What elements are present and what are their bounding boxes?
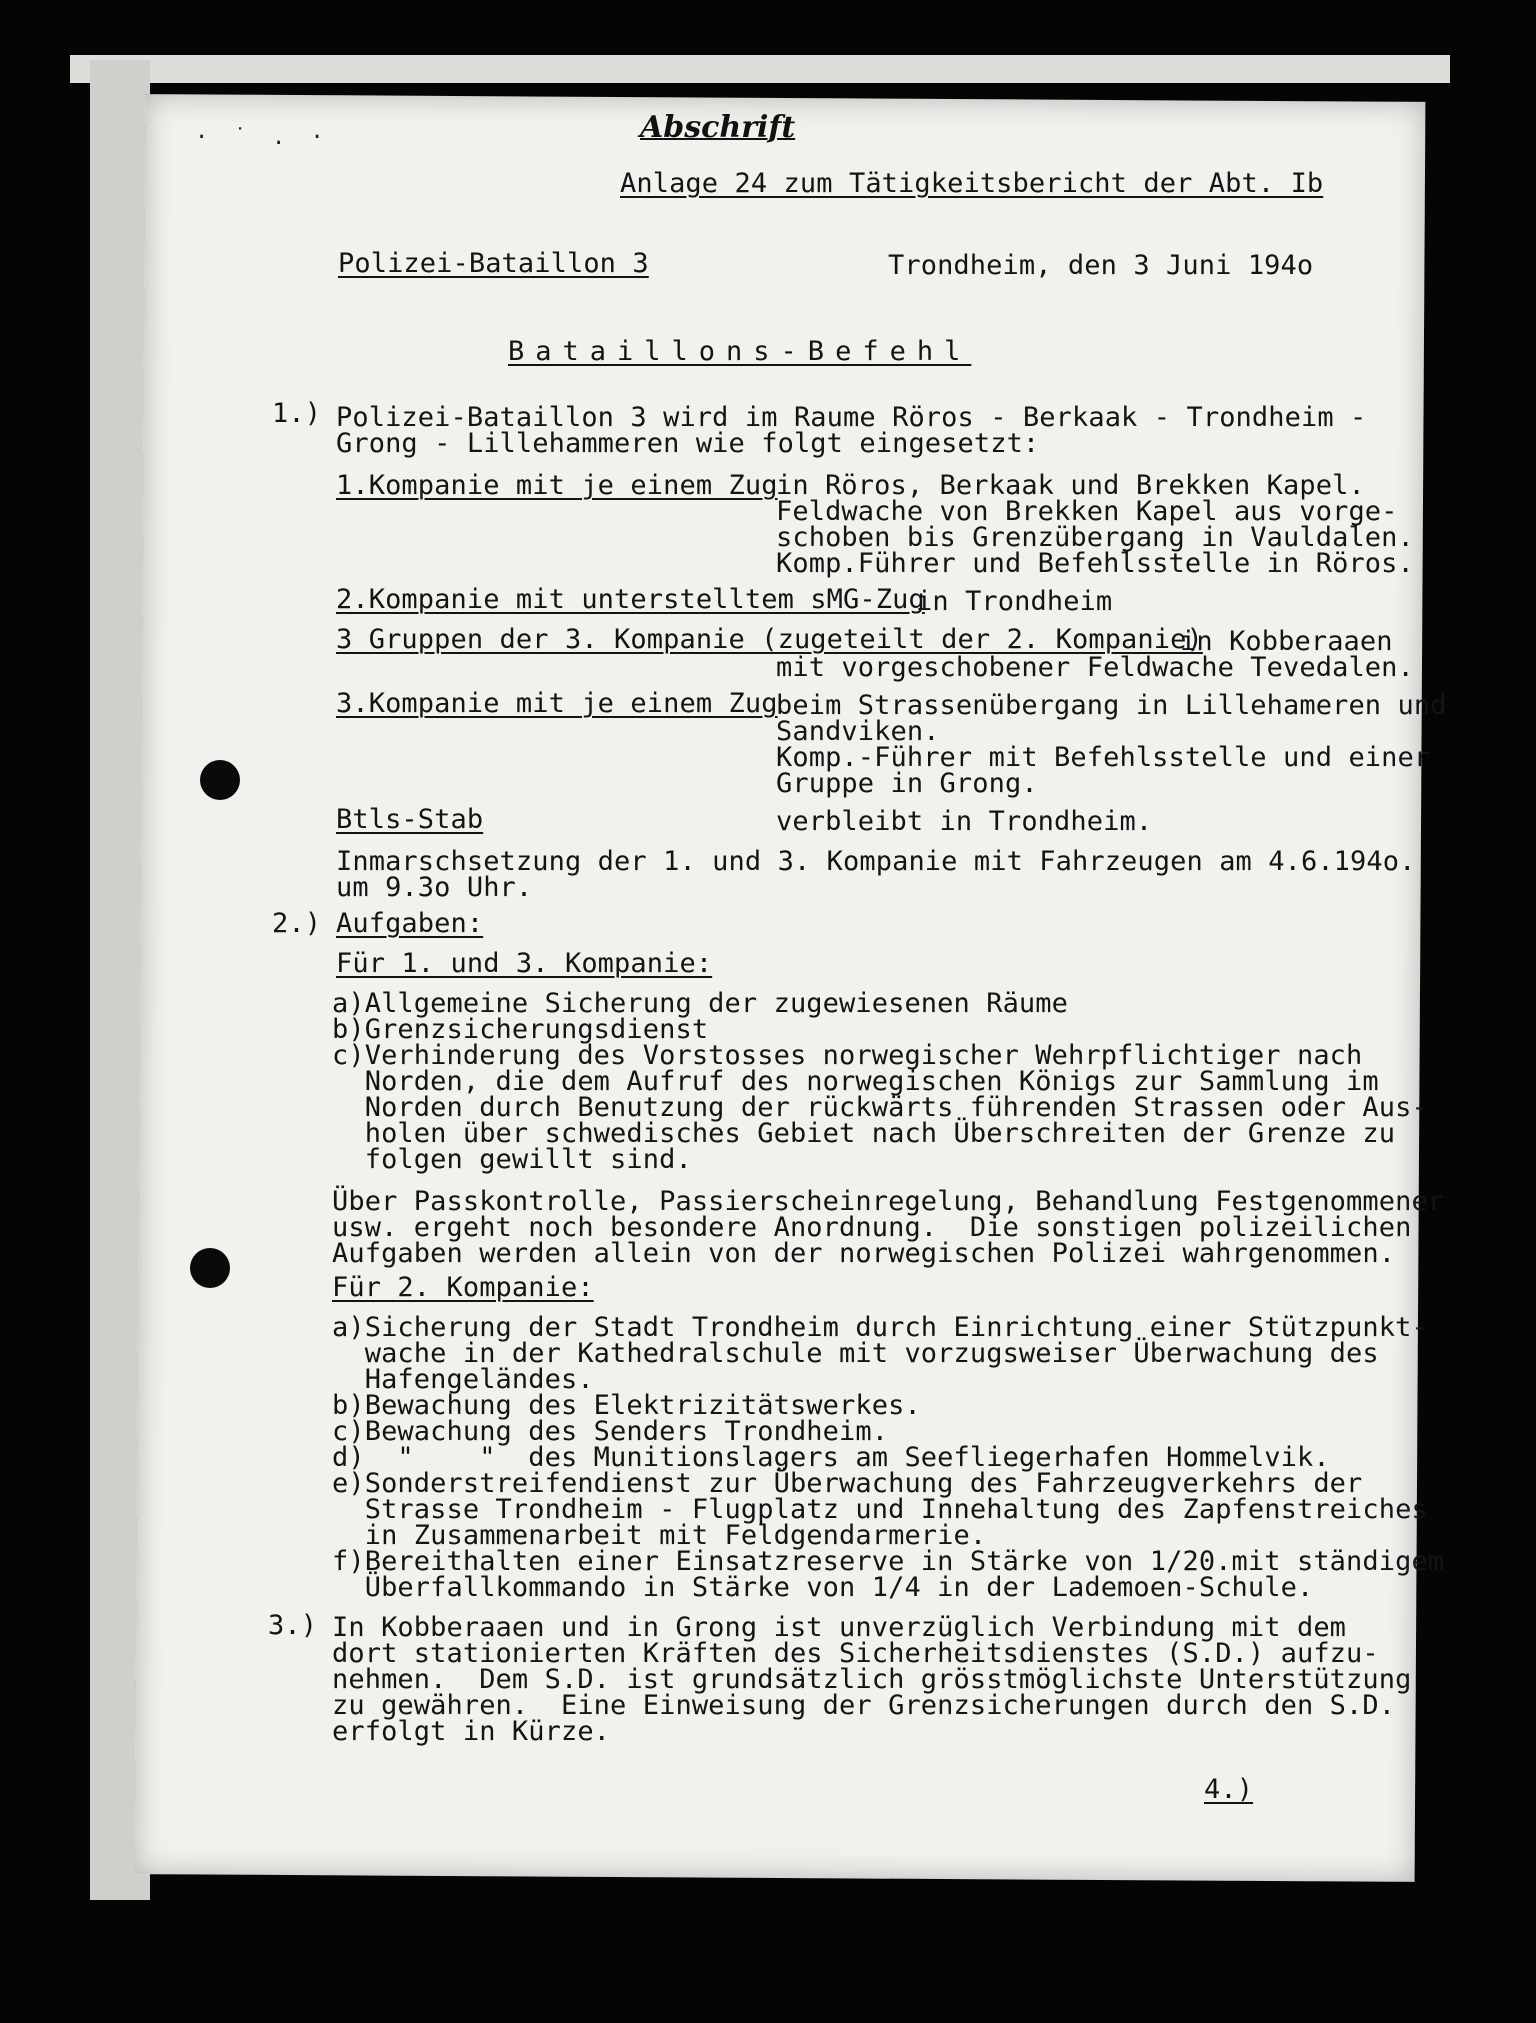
kompanie-text: beim Strassenübergang in Lillehameren und xyxy=(776,690,1447,721)
section3-line: nehmen. Dem S.D. ist grundsätzlich grösstmöglichste Unterstützung xyxy=(332,1664,1412,1695)
unit-name: Polizei-Bataillon 3 xyxy=(338,248,649,279)
subsection-heading: Für 2. Kompanie: xyxy=(332,1272,594,1303)
kompanie-text: Gruppe in Grong. xyxy=(776,768,1038,799)
section3-line: erfolgt in Kürze. xyxy=(332,1716,611,1747)
paper-edge xyxy=(70,55,1450,83)
march-line: Inmarschsetzung der 1. und 3. Kompanie mit Fahrzeugen am 4.6.194o. xyxy=(336,846,1416,877)
place-date: Trondheim, den 3 Juni 194o xyxy=(888,250,1314,281)
paragraph-line: Über Passkontrolle, Passierscheinregelung, Behandlung Festgenommener xyxy=(332,1186,1445,1217)
section-number: 2.) xyxy=(272,908,322,939)
kompanie-text: in Kobberaaen xyxy=(1180,626,1393,657)
section-number: 3.) xyxy=(268,1610,318,1641)
list-item: a)Allgemeine Sicherung der zugewiesenen Räume xyxy=(332,988,1068,1019)
punch-hole xyxy=(190,1248,230,1288)
section-number: 1.) xyxy=(272,398,322,429)
subsection-heading: Für 1. und 3. Kompanie: xyxy=(336,948,713,979)
kompanie-label: 3 Gruppen der 3. Kompanie (zugeteilt der 2. Kompanie) xyxy=(336,624,1203,655)
paragraph-line: usw. ergeht noch besondere Anordnung. Die sonstigen polizeilichen xyxy=(332,1212,1412,1243)
section-heading: Aufgaben: xyxy=(336,908,484,939)
kompanie-text: Feldwache von Brekken Kapel aus vorge- xyxy=(776,496,1398,527)
list-item: Überfallkommando in Stärke von 1/4 in der Lademoen-Schule. xyxy=(332,1572,1314,1603)
abschrift-stamp: Abschrift xyxy=(640,110,796,145)
section1-line: Grong - Lillehammeren wie folgt eingesetzt: xyxy=(336,428,1040,459)
section3-line: dort stationierten Kräften des Sicherheitsdienstes (S.D.) aufzu- xyxy=(332,1638,1379,1669)
list-item: b)Grenzsicherungsdienst xyxy=(332,1014,709,1045)
next-page-marker: 4.) xyxy=(1204,1774,1254,1805)
paragraph-line: Aufgaben werden allein von der norwegischen Polizei wahrgenommen. xyxy=(332,1238,1396,1269)
list-item: c)Verhinderung des Vorstosses norwegischer Wehrpflichtiger nach xyxy=(332,1040,1363,1071)
kompanie-text: in Trondheim xyxy=(916,586,1113,617)
section1-line: Polizei-Bataillon 3 wird im Raume Röros - Berkaak - Trondheim - xyxy=(336,402,1367,433)
list-item: Norden, die dem Aufruf des norwegischen Königs zur Sammlung im xyxy=(332,1066,1379,1097)
list-item: Norden durch Benutzung der rückwärts führenden Strassen oder Aus- xyxy=(332,1092,1428,1123)
list-item: c)Bewachung des Senders Trondheim. xyxy=(332,1416,889,1447)
list-item: f)Bereithalten einer Einsatzreserve in Stärke von 1/20.mit ständigem xyxy=(332,1546,1445,1577)
kompanie-label: 1.Kompanie mit je einem Zug xyxy=(336,470,778,501)
kompanie-label: 2.Kompanie mit unterstelltem sMG-Zug xyxy=(336,584,925,615)
section3-line: In Kobberaaen und in Grong ist unverzüglich Verbindung mit dem xyxy=(332,1612,1347,1643)
kompanie-text: Sandviken. xyxy=(776,716,940,747)
kompanie-label: 3.Kompanie mit je einem Zug xyxy=(336,688,778,719)
list-item: Hafengeländes. xyxy=(332,1364,594,1395)
kompanie-text: Komp.Führer und Befehlsstelle in Röros. xyxy=(776,548,1414,579)
punch-hole xyxy=(200,760,240,800)
list-item: in Zusammenarbeit mit Feldgendarmerie. xyxy=(332,1520,987,1551)
march-line: um 9.3o Uhr. xyxy=(336,872,533,903)
stab-text: verbleibt in Trondheim. xyxy=(776,806,1153,837)
kompanie-text: schoben bis Grenzübergang in Vauldalen. xyxy=(776,522,1414,553)
ink-marks: · ˙ . · xyxy=(195,125,330,150)
list-item: d) " " des Munitionslagers am Seefliegerhafen Hommelvik. xyxy=(332,1442,1330,1473)
section3-line: zu gewähren. Eine Einweisung der Grenzsicherungen durch den S.D. xyxy=(332,1690,1396,1721)
stab-label: Btls-Stab xyxy=(336,804,484,835)
document-title: Bataillons-Befehl xyxy=(508,336,972,367)
list-item: b)Bewachung des Elektrizitätswerkes. xyxy=(332,1390,921,1421)
list-item: a)Sicherung der Stadt Trondheim durch Einrichtung einer Stützpunkt- xyxy=(332,1312,1428,1343)
list-item: folgen gewillt sind. xyxy=(332,1144,692,1175)
kompanie-text: in Röros, Berkaak und Brekken Kapel. xyxy=(776,470,1365,501)
list-item: wache in der Kathedralschule mit vorzugsweiser Überwachung des xyxy=(332,1338,1379,1369)
anlage-heading: Anlage 24 zum Tätigkeitsbericht der Abt. Ib xyxy=(620,168,1324,199)
kompanie-text: Komp.-Führer mit Befehlsstelle und einer xyxy=(776,742,1431,773)
list-item: Strasse Trondheim - Flugplatz und Innehaltung des Zapfenstreiches xyxy=(332,1494,1428,1525)
list-item: holen über schwedisches Gebiet nach Überschreiten der Grenze zu xyxy=(332,1118,1396,1149)
list-item: e)Sonderstreifendienst zur Überwachung des Fahrzeugverkehrs der xyxy=(332,1468,1363,1499)
kompanie-text: mit vorgeschobener Feldwache Tevedalen. xyxy=(776,652,1414,683)
